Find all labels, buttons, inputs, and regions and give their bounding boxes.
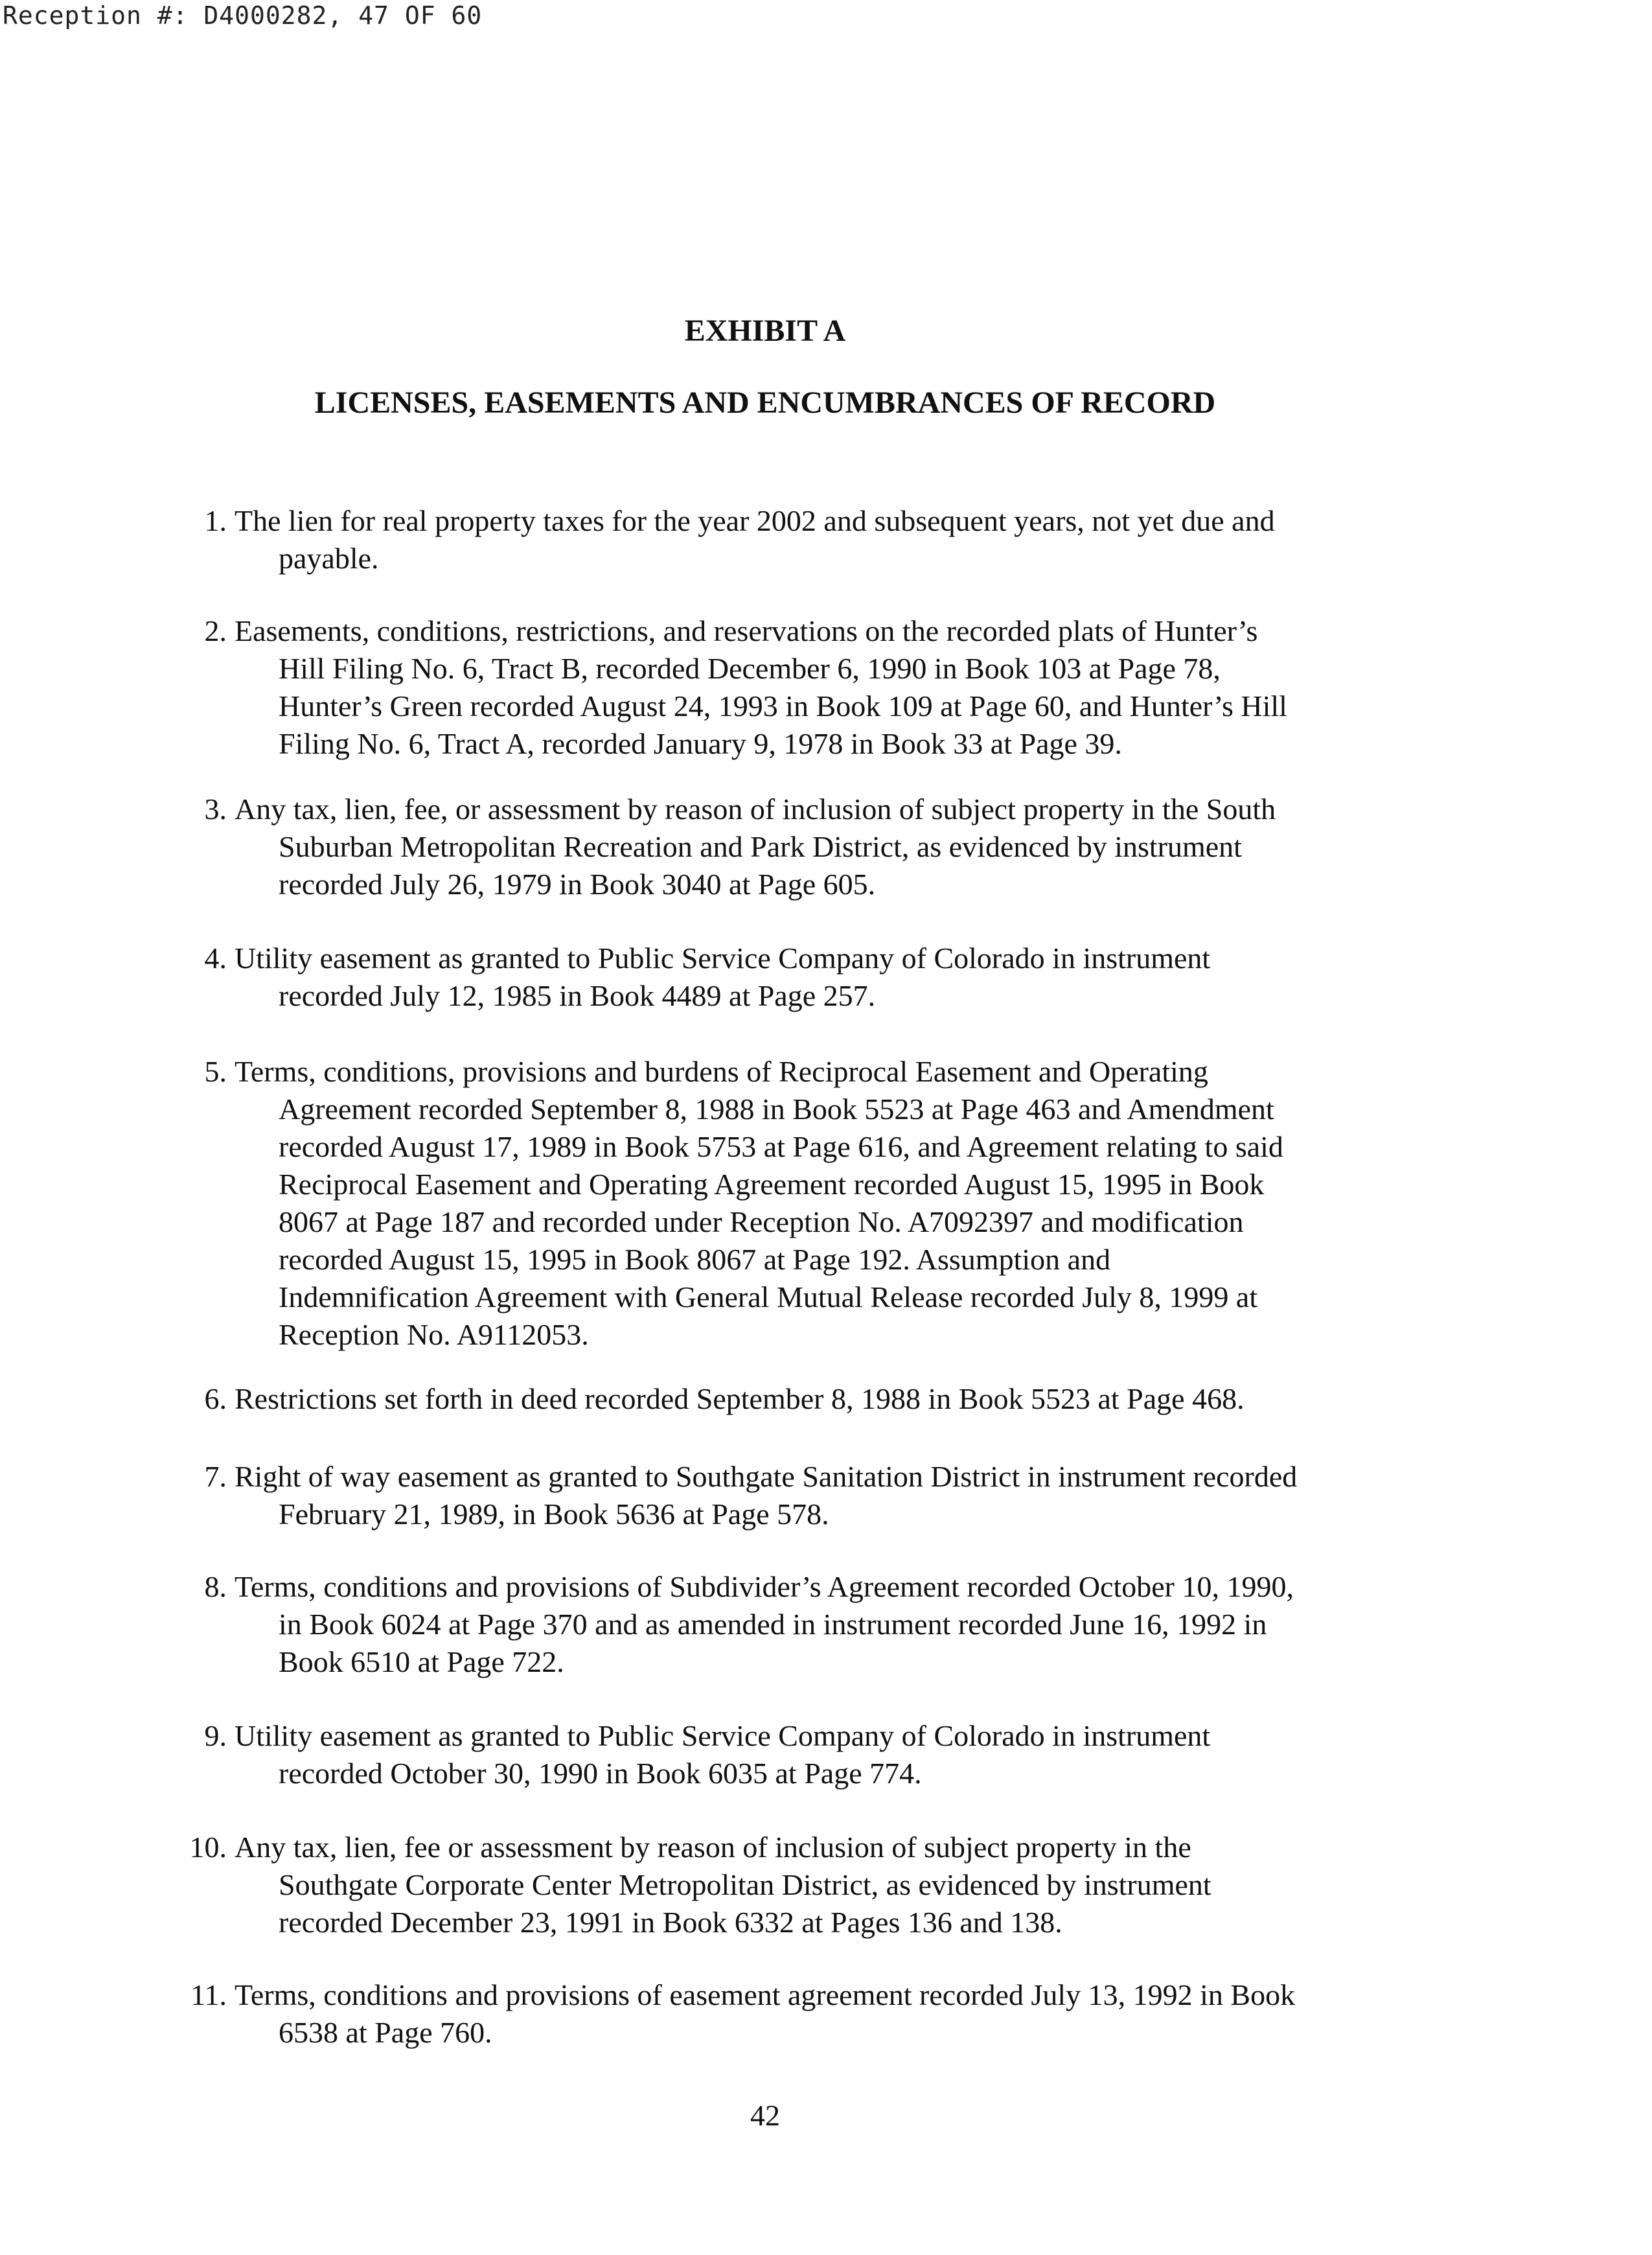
item-text-line: recorded August 15, 1995 in Book 8067 at Page 192. Assumption and (279, 1243, 1111, 1276)
item-text-line: Suburban Metropolitan Recreation and Park District, as evidenced by instrument (279, 830, 1242, 863)
list-item (188, 502, 1393, 577)
item-text-line: Terms, conditions and provisions of Subdivider’s Agreement recorded October 10, 1990, (235, 1570, 1294, 1603)
item-text-line: Any tax, lien, fee or assessment by reason of inclusion of subject property in the (235, 1831, 1191, 1864)
list-item (188, 612, 1393, 763)
item-text-line: Utility easement as granted to Public Service Company of Colorado in instrument (235, 1719, 1211, 1752)
item-text-line: Any tax, lien, fee, or assessment by reason of inclusion of subject property in the South (235, 792, 1276, 826)
item-text-line: Reception No. A9112053. (279, 1318, 589, 1351)
reception-header: Reception #: D4000282, 47 OF 60 (3, 1, 483, 30)
item-number: 8. (204, 1570, 227, 1603)
item-text-line: recorded July 12, 1985 in Book 4489 at Page 257. (279, 979, 876, 1012)
item-text-line: Terms, conditions and provisions of easement agreement recorded July 13, 1992 in Book (235, 1978, 1296, 2011)
item-text-line: recorded December 23, 1991 in Book 6332 at Pages 136 and 138. (279, 1906, 1062, 1939)
exhibit-subtitle: LICENSES, EASEMENTS AND ENCUMBRANCES OF RECORD (314, 386, 1216, 420)
item-text-line: Southgate Corporate Center Metropolitan District, as evidenced by instrument (279, 1868, 1211, 1901)
item-text-line: The lien for real property taxes for the year 2002 and subsequent years, not yet due and (235, 504, 1275, 537)
item-text-line: Hunter’s Green recorded August 24, 1993 in Book 109 at Page 60, and Hunter’s Hill (279, 689, 1287, 723)
item-text-line: Reciprocal Easement and Operating Agreement recorded August 15, 1995 in Book (279, 1168, 1265, 1201)
item-number: 9. (204, 1719, 227, 1752)
item-text-line: in Book 6024 at Page 370 and as amended in instrument recorded June 16, 1992 in (279, 1608, 1267, 1641)
list-item (188, 1568, 1393, 1681)
item-text-line: Filing No. 6, Tract A, recorded January 9, 1978 in Book 33 at Page 39. (279, 727, 1122, 760)
item-text-line: Restrictions set forth in deed recorded September 8, 1988 in Book 5523 at Page 468. (235, 1382, 1245, 1415)
item-text-line: Right of way easement as granted to Southgate Sanitation District in instrument recorded (235, 1460, 1298, 1493)
item-number: 4. (204, 942, 227, 975)
list-item (188, 1053, 1393, 1354)
item-number: 7. (204, 1460, 227, 1493)
item-number: 3. (204, 792, 227, 826)
item-text-line: Indemnification Agreement with General Mutual Release recorded July 8, 1999 at (279, 1280, 1258, 1313)
item-text-line: recorded October 30, 1990 in Book 6035 at Page 774. (279, 1757, 922, 1790)
list-item (188, 1976, 1393, 2052)
list-item (188, 1829, 1393, 1941)
item-number: 11. (190, 1978, 227, 2011)
item-text-line: February 21, 1989, in Book 5636 at Page 578. (279, 1498, 829, 1531)
item-text-line: Book 6510 at Page 722. (279, 1645, 564, 1678)
exhibit-title: EXHIBIT A (684, 314, 846, 348)
item-number: 5. (204, 1055, 227, 1088)
item-number: 2. (204, 614, 227, 647)
list-item (188, 1380, 1393, 1418)
item-text-line: Agreement recorded September 8, 1988 in Book 5523 at Page 463 and Amendment (279, 1093, 1274, 1126)
item-text-line: 8067 at Page 187 and recorded under Reception No. A7092397 and modification (279, 1205, 1244, 1238)
item-text-line: Hill Filing No. 6, Tract B, recorded December 6, 1990 in Book 103 at Page 78, (279, 652, 1221, 685)
item-text-line: Utility easement as granted to Public Service Company of Colorado in instrument (235, 942, 1211, 975)
item-number: 1. (204, 504, 227, 537)
item-text-line: recorded July 26, 1979 in Book 3040 at Page 605. (279, 868, 876, 901)
page-number: 42 (750, 2099, 780, 2132)
item-number: 10. (189, 1831, 227, 1864)
list-item (188, 791, 1393, 903)
list-item (188, 1717, 1393, 1792)
item-text-line: Terms, conditions, provisions and burdens of Reciprocal Easement and Operating (235, 1055, 1208, 1088)
item-text-line: 6538 at Page 760. (279, 2016, 492, 2049)
list-item (188, 1458, 1393, 1533)
list-item (188, 940, 1393, 1015)
item-text-line: Easements, conditions, restrictions, and reservations on the recorded plats of Hunter’s (235, 614, 1258, 647)
item-text-line: payable. (279, 542, 379, 575)
item-text-line: recorded August 17, 1989 in Book 5753 at Page 616, and Agreement relating to said (279, 1130, 1283, 1163)
item-number: 6. (204, 1382, 227, 1415)
